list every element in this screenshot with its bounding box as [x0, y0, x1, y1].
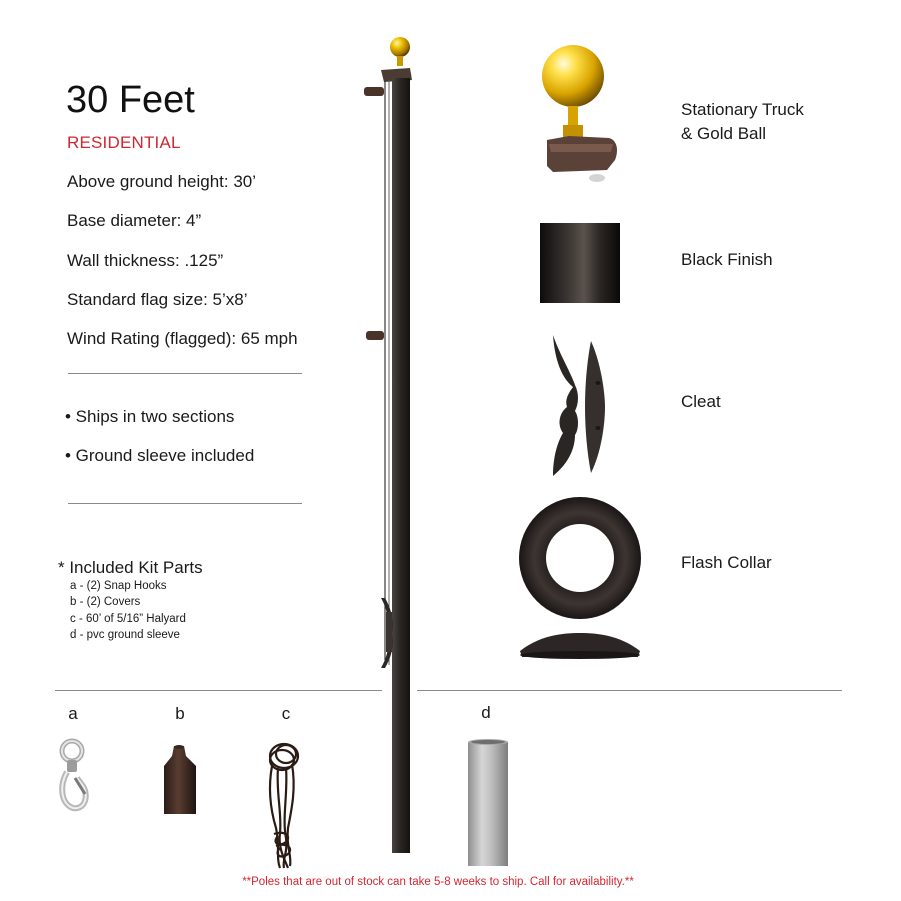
- product-category: RESIDENTIAL: [67, 133, 181, 152]
- ground-sleeve-icon: [466, 738, 512, 868]
- kit-item: d - pvc ground sleeve: [70, 629, 180, 641]
- cleat-icon: [545, 333, 615, 478]
- component-label-finish: Black Finish: [681, 250, 773, 269]
- spec-wind-rating: Wind Rating (flagged): 65 mph: [67, 329, 298, 348]
- spec-wall-thickness: Wall thickness: .125”: [67, 251, 224, 270]
- kit-item: c - 60’ of 5/16” Halyard: [70, 613, 186, 625]
- component-label-collar: Flash Collar: [681, 553, 772, 572]
- halyard-rope-icon: [258, 738, 308, 870]
- feature-ground-sleeve: • Ground sleeve included: [65, 446, 255, 465]
- gold-ball-truck-icon: [535, 48, 625, 183]
- spec-above-ground-height: Above ground height: 30’: [67, 172, 257, 191]
- part-letter-b: b: [175, 704, 185, 723]
- availability-footnote: **Poles that are out of stock can take 5-8 weeks to ship. Call for availability.**: [242, 876, 634, 888]
- cover-cap-icon: [162, 742, 202, 817]
- kit-item: b - (2) Covers: [70, 596, 141, 608]
- part-letter-d: d: [481, 703, 491, 722]
- feature-ships-two-sections: • Ships in two sections: [65, 407, 235, 426]
- kit-heading: * Included Kit Parts: [58, 558, 203, 577]
- flash-collar-icon: [518, 495, 643, 665]
- kit-item: a - (2) Snap Hooks: [70, 580, 167, 592]
- spec-flag-size: Standard flag size: 5’x8’: [67, 290, 248, 309]
- component-label-cleat: Cleat: [681, 392, 721, 411]
- snap-hook-icon: [55, 738, 95, 813]
- component-label-truck: Stationary Truck: [681, 100, 804, 119]
- spec-base-diameter: Base diameter: 4”: [67, 211, 202, 230]
- product-title: 30 Feet: [66, 79, 195, 121]
- component-label-truck-line2: & Gold Ball: [681, 124, 767, 143]
- part-letter-a: a: [68, 704, 78, 723]
- black-finish-swatch-icon: [540, 223, 620, 303]
- part-letter-c: c: [281, 704, 291, 723]
